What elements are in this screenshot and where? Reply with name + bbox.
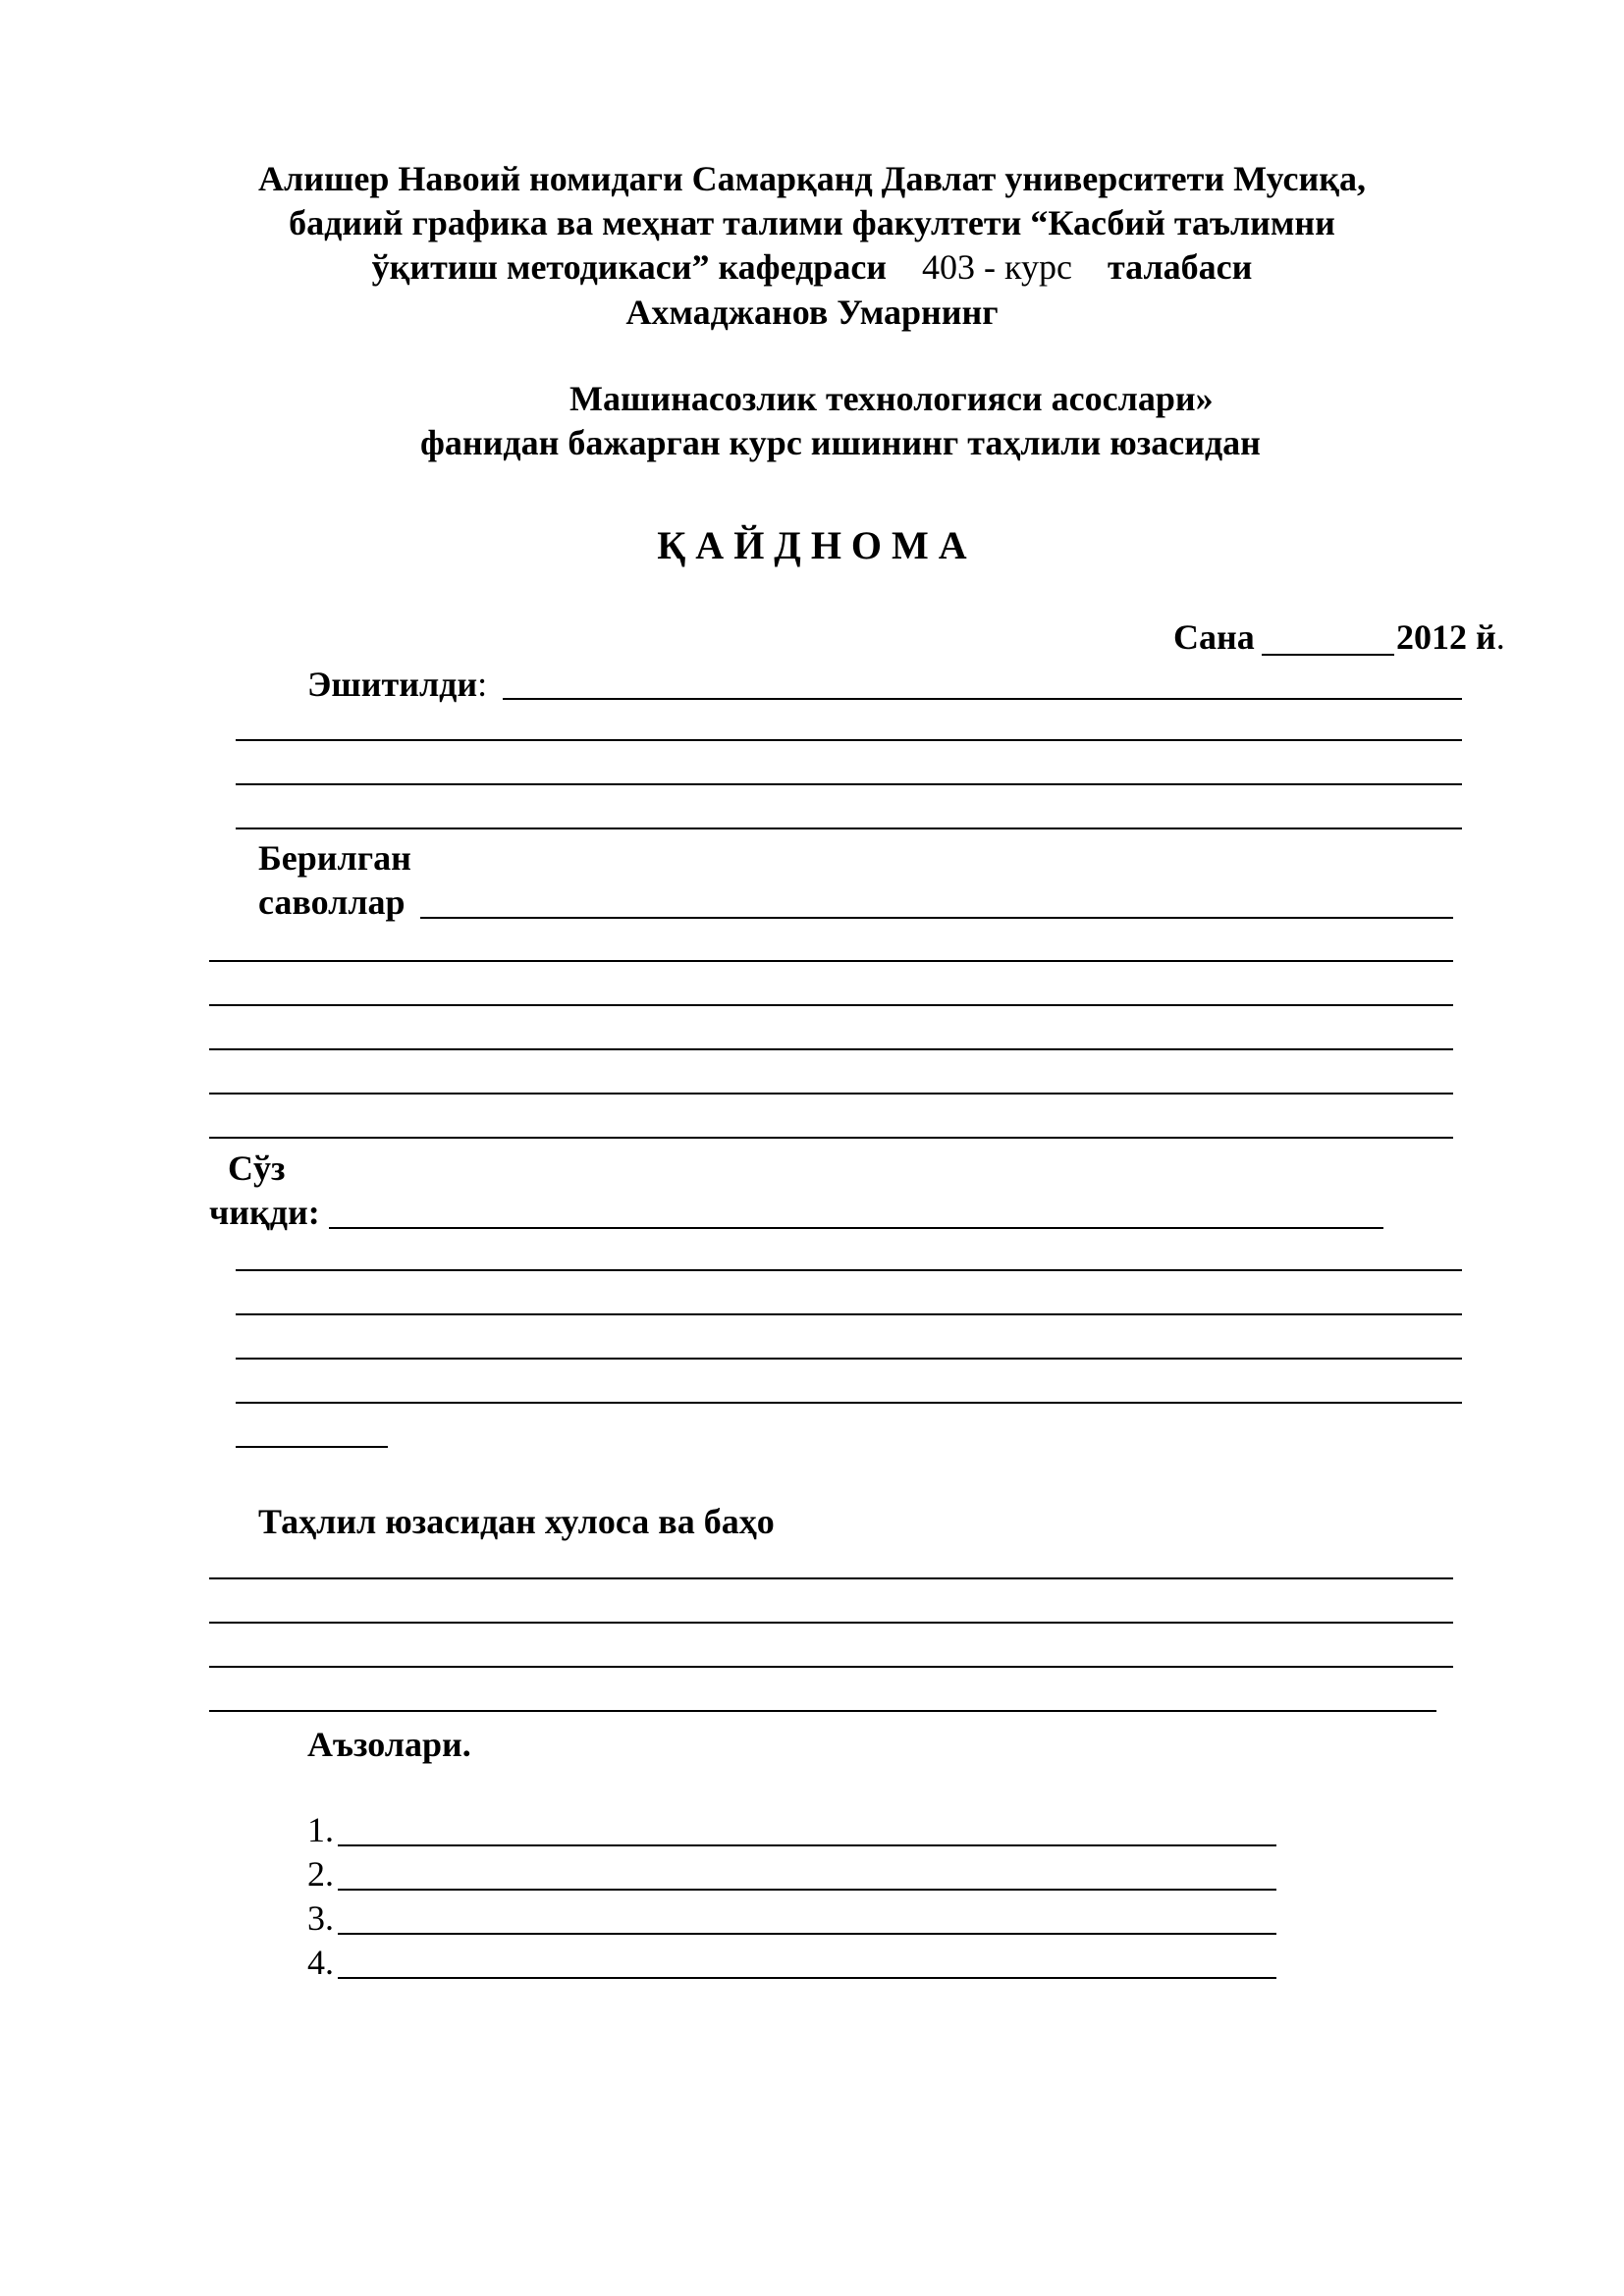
heard-colon: : (477, 665, 488, 704)
date-year (1396, 615, 1505, 659)
subject-line-2: фанидан бажарган курс ишининг таҳлили юзасидан (420, 423, 1261, 462)
heard-line (236, 828, 1462, 829)
speakers-label-1: Сўз (228, 1148, 286, 1188)
date-label: Сана (1173, 617, 1255, 657)
header-line-3-course: 403 - курс (922, 247, 1072, 287)
questions-line (209, 1004, 1453, 1006)
conclusion-line (209, 1710, 1436, 1712)
questions-line (420, 917, 1453, 919)
header-line-3 (0, 245, 1624, 289)
questions-label-1: Берилган (258, 838, 411, 878)
member-number: 1. (307, 1810, 334, 1849)
header-line-3-student: талабаси (1108, 247, 1253, 287)
questions-line (209, 1048, 1453, 1050)
members-label: Аъзолари. (307, 1725, 471, 1764)
heard-line (236, 783, 1462, 785)
header-line-1: Алишер Навоий номидаги Самарқанд Давлат университети Мусиқа, (258, 159, 1366, 198)
conclusion-line (209, 1666, 1453, 1668)
header-line-2: бадиий графика ва меҳнат талими факултети “Касбий таълимни (289, 203, 1335, 242)
document-title: Қ А Й Д Н О М А (657, 523, 967, 567)
speakers-line (236, 1313, 1462, 1315)
speakers-line (236, 1269, 1462, 1271)
heard-label (307, 663, 487, 706)
speakers-line (329, 1227, 1383, 1229)
heard-label-text: Эшитилди (307, 665, 478, 704)
date-dot: . (1495, 617, 1505, 657)
speakers-label-2: чиқди: (209, 1193, 320, 1232)
speakers-line (236, 1402, 1462, 1404)
questions-line (209, 1093, 1453, 1095)
member-signature-line (338, 1977, 1276, 1979)
questions-line (209, 1137, 1453, 1139)
member-number: 4. (307, 1943, 334, 1982)
subject-line-1: Машинасозлик технологияси асослари» (569, 379, 1214, 418)
member-signature-line (338, 1844, 1276, 1846)
speakers-line (236, 1358, 1462, 1360)
heard-line (503, 698, 1462, 700)
header-line-3-department: ўқитиш методикаси” кафедраси (371, 247, 888, 287)
speakers-line-short (236, 1446, 388, 1448)
header-line-4: Ахмаджанов Умарнинг (625, 293, 999, 332)
questions-line (209, 960, 1453, 962)
date-blank-line (1262, 654, 1394, 656)
member-signature-line (338, 1889, 1276, 1891)
questions-label-2: саволлар (258, 882, 406, 922)
member-number: 2. (307, 1854, 334, 1894)
date-year-value: 2012 й (1396, 617, 1496, 657)
conclusion-line (209, 1577, 1453, 1579)
conclusion-line (209, 1622, 1453, 1624)
heard-line (236, 739, 1462, 741)
member-signature-line (338, 1933, 1276, 1935)
conclusion-label: Таҳлил юзасидан хулоса ва баҳо (258, 1502, 775, 1541)
member-number: 3. (307, 1898, 334, 1938)
